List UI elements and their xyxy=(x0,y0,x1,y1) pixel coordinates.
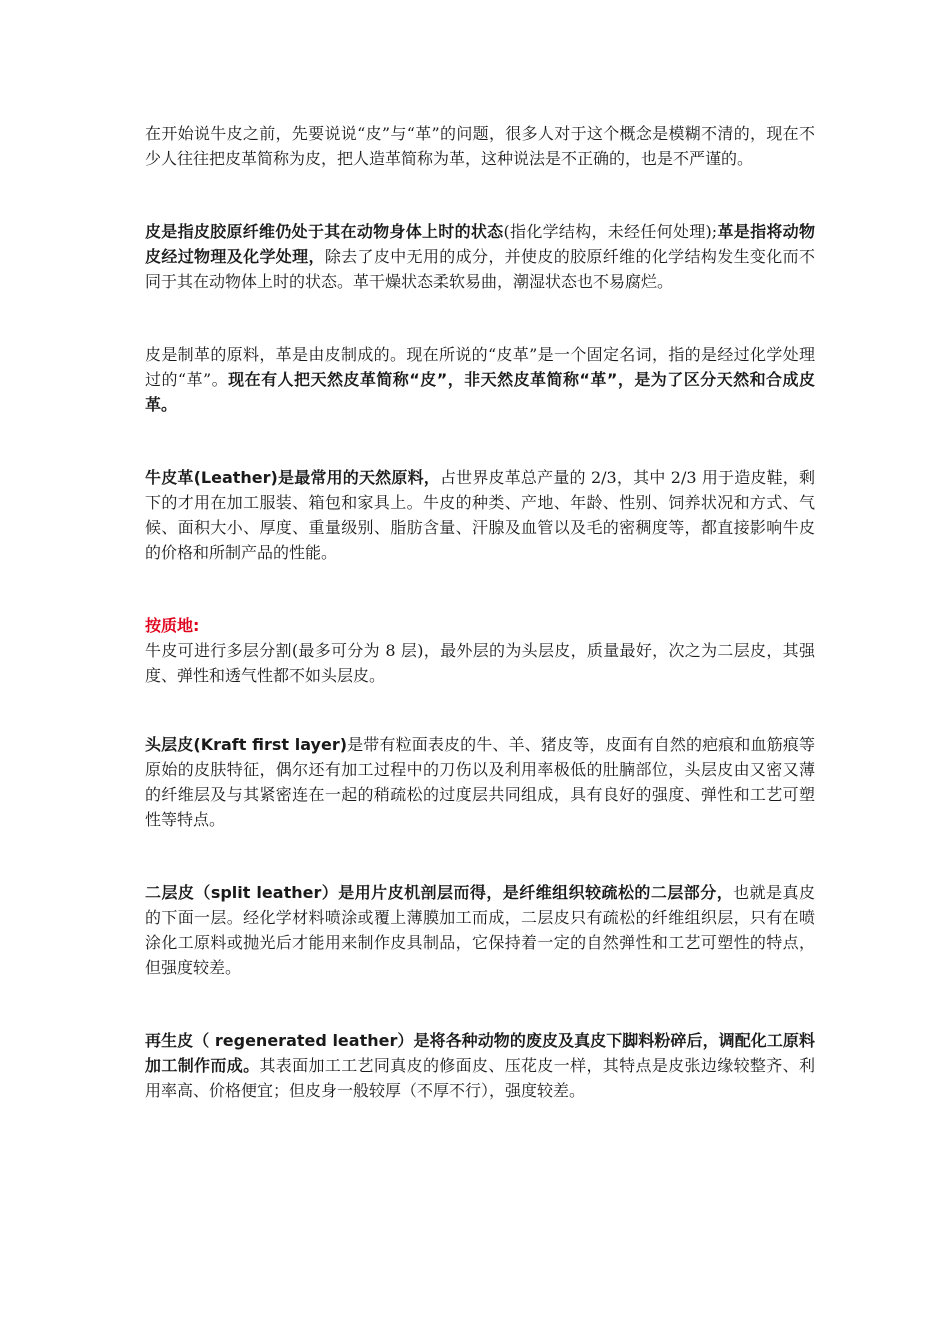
split-leather-bold: 二层皮（split leather）是用片皮机剖层而得，是纤维组织较疏松的二层部分， xyxy=(145,883,734,902)
first-layer-text: 是带有粒面表皮的牛、羊、猪皮等，皮面有自然的疤痕和血筋痕等原始的皮肤特征，偶尔还有加工过程中的刀伤以及利用率极低的肚腩部位，头层皮由又密又薄的纤维层及与其紧密连在一起的稍疏松的过度层共同组成，具有良好的强度、弹性和工艺可塑性等特点。 xyxy=(145,735,815,829)
paragraph-raw-material xyxy=(145,342,815,417)
paragraph-spacer xyxy=(145,417,815,465)
regenerated-leather-bold: 再生皮（ regenerated leather）是将各种动物的废皮及真皮下脚料粉碎后，调配化工原料加工制作而成。 xyxy=(145,1031,815,1075)
definition-pi-note: (指化学结构，未经任何处理); xyxy=(503,222,718,241)
paragraph-intro-text: 在开始说牛皮之前，先要说说“皮”与“革”的问题，很多人对于这个概念是模糊不清的，现在不少人往往把皮革简称为皮，把人造革简称为革，这种说法是不正确的，也是不严谨的。 xyxy=(145,124,815,168)
raw-material-text: 皮是制革的原料，革是由皮制成的。现在所说的“皮革”是一个固定名词，指的是经过化学处理过的“革”。 xyxy=(145,345,815,389)
paragraph-spacer xyxy=(145,294,815,342)
document-body xyxy=(145,121,815,1103)
split-leather-text: 也就是真皮的下面一层。经化学材料喷涂或覆上薄膜加工而成，二层皮只有疏松的纤维组织层，只有在喷涂化工原料或抛光后才能用来制作皮具制品，它保持着一定的自然弹性和工艺可塑性的特点，但强度较差。 xyxy=(145,883,815,977)
raw-material-bold: 现在有人把天然皮革简称“皮”，非天然皮革简称“革”，是为了区分天然和合成皮革。 xyxy=(145,370,815,414)
cowhide-bold: 牛皮革(Leather)是最常用的天然原料， xyxy=(145,468,440,487)
paragraph-spacer xyxy=(145,832,815,880)
paragraph-regenerated-leather xyxy=(145,1028,815,1103)
paragraph-cowhide xyxy=(145,465,815,565)
paragraph-spacer xyxy=(145,171,815,219)
paragraph-first-layer xyxy=(145,732,815,832)
layers-text: 牛皮可进行多层分割(最多可分为 8 层)，最外层的为头层皮，质量最好，次之为二层皮，其强度、弹性和透气性都不如头层皮。 xyxy=(145,641,815,685)
definition-ge-text: 除去了皮中无用的成分，并使皮的胶原纤维的化学结构发生变化而不同于其在动物体上时的状态。革干燥状态柔软易曲，潮湿状态也不易腐烂。 xyxy=(145,247,815,291)
cowhide-text: 占世界皮革总产量的 2/3，其中 2/3 用于造皮鞋，剩下的才用在加工服装、箱包和家具上。牛皮的种类、产地、年龄、性别、饲养状况和方式、气候、面积大小、厚度、重量级别、脂肪含量、汗腺及血管以及毛的密稠度等，都直接影响牛皮的价格和所制产品的性能。 xyxy=(145,468,815,562)
definition-pi-bold: 皮是指皮胶原纤维仍处于其在动物身体上时的状态 xyxy=(145,222,504,241)
paragraph-spacer xyxy=(145,565,815,613)
section-heading-texture: 按质地: xyxy=(145,616,200,635)
paragraph-layers xyxy=(145,638,815,688)
paragraph-intro xyxy=(145,121,815,171)
paragraph-pi-vs-ge xyxy=(145,219,815,294)
paragraph-split-leather xyxy=(145,880,815,980)
regenerated-leather-text: 其表面加工工艺同真皮的修面皮、压花皮一样，其特点是皮张边缘较整齐、利用率高、价格便宜；但皮身一般较厚（不厚不行），强度较差。 xyxy=(145,1056,815,1100)
paragraph-spacer xyxy=(145,980,815,1028)
first-layer-bold: 头层皮(Kraft first layer) xyxy=(145,735,348,754)
paragraph-spacer xyxy=(145,688,815,732)
definition-ge-bold: 革是指将动物皮经过物理及化学处理， xyxy=(145,222,815,266)
